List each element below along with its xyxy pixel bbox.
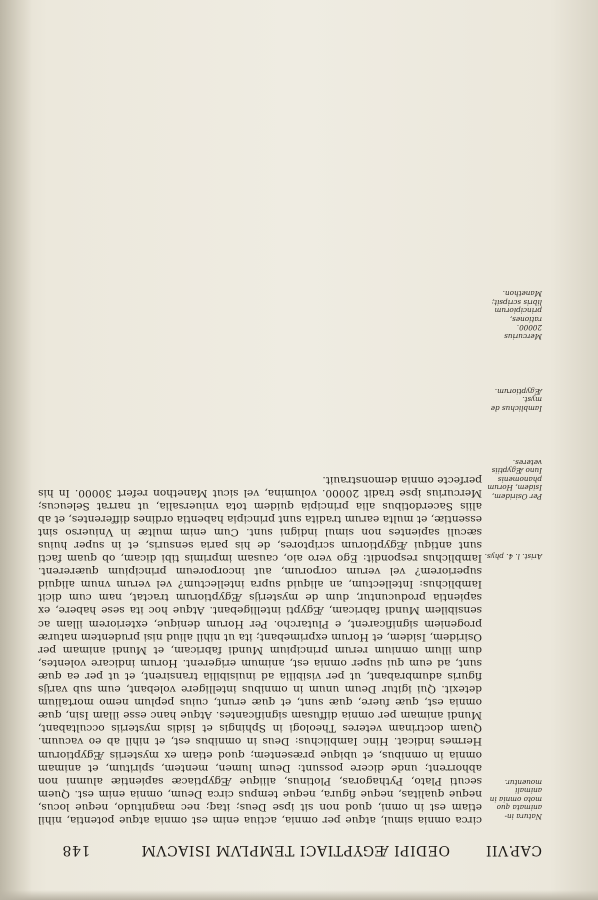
marginal-note: Per Osiridem, Isidem, Horum phanomenis Iuno Ægyptiis veteres. bbox=[487, 457, 542, 501]
page-number: 148 bbox=[62, 842, 91, 858]
main-paragraph: circa omnia simul, atque per omnia, actiua enim est omnia atque potentia, nihil etiam est in omni, quod non sit ipse Deus; itaq; nec magnitudo, neque locus, neque qualitas, neque figura, neque tempus circa Deum, omnia enim est. Quem secuti Plato, Pythagoras, Plotinus, aliique Ægyptiacæ sapientiæ alumni non abhorrent; unde dicere possunt: Deum lumen, mentem, spiritum, et animam omnia in omnibus, et ubique præsentem; quod etiam ex mysteriis Ægyptiorum Hermes indicat. Hinc Iamblichus: Deus in omnibus est, et nihil ab eo vacuum. Quam doctrinam veteres Theologi in Sphingis et Isidis mysteriis occultabant, Mundi animam per omnia diffusam significantes. Atque hanc esse illam Isin, quæ omnia est, quæ fuere, quæ sunt, et quæ erunt, cuius peplum nemo mortalium detexit. Qui igitur Deum unum in omnibus intelligere volebant, eum sub varijs figuris adumbrabant, ut per visibilia ad inuisibilia transirent, et ut per ea quæ sunt, ad eum qui super omnia est, animum erigerent. Horum indicare volentes, dum illum omnium rerum principium Mundi fabricam, et Mundi animam per Osiridem, Isidem, et Horum exprimebant; ita ut nihil aliud nisi prudentem naturæ progeniem significarent, e Plutarcho. Per Horum denique, exteriorem illam ac sensibilem Mundi fabricam, Ægypti intelligebant. Atque hoc ita sese habere, ex sapientia producuntur, dum de mysterijs Ægyptiorum tractat, nam cum dicit Iamblichus: Intellectum, an aliquid supra intellectum? vel verum vnum aliquid superiorem? vel verum corporum, aut incorporeum principium quærerent. Iamblichus respondit: Ego vero aio, causam imprimis tibi dicam, ob quam facti sunt antiqui Ægyptiorum scriptores, de his paria sensuris, et in super huius sæculi sapientes non simul indigni sunt. Cum enim multæ in Vniuerso sint essentiæ, et multa earum tradita sunt principia habentia ordines differentes, et ab aliis Sacerdotibus alia principia quidem tota vniuersalia, ut narrat Seleucus; Mercurius ipse tradit 20000. volumina, vel sicut Manethon refert 30000. In his perfecte omnia demonstrauit. bbox=[38, 473, 482, 826]
marginal-note: Mercurius 20000. rationes, principiorum libris scripsit; Manethon. bbox=[491, 289, 542, 341]
marginal-note: Natura in-animata quo moto omnia in animali mouentur. bbox=[489, 777, 542, 821]
page-title: OEDIPI ÆGYPTIACI TEMPLVM ISIACVM bbox=[141, 842, 450, 858]
body-text bbox=[38, 472, 482, 826]
chapter-label: CAP.VII bbox=[485, 842, 542, 858]
marginal-note: Arist. l. 4. phys. bbox=[484, 552, 542, 561]
marginal-note: Iamblichus de myst. Ægyptiorum. bbox=[490, 386, 542, 413]
running-head bbox=[62, 836, 542, 858]
